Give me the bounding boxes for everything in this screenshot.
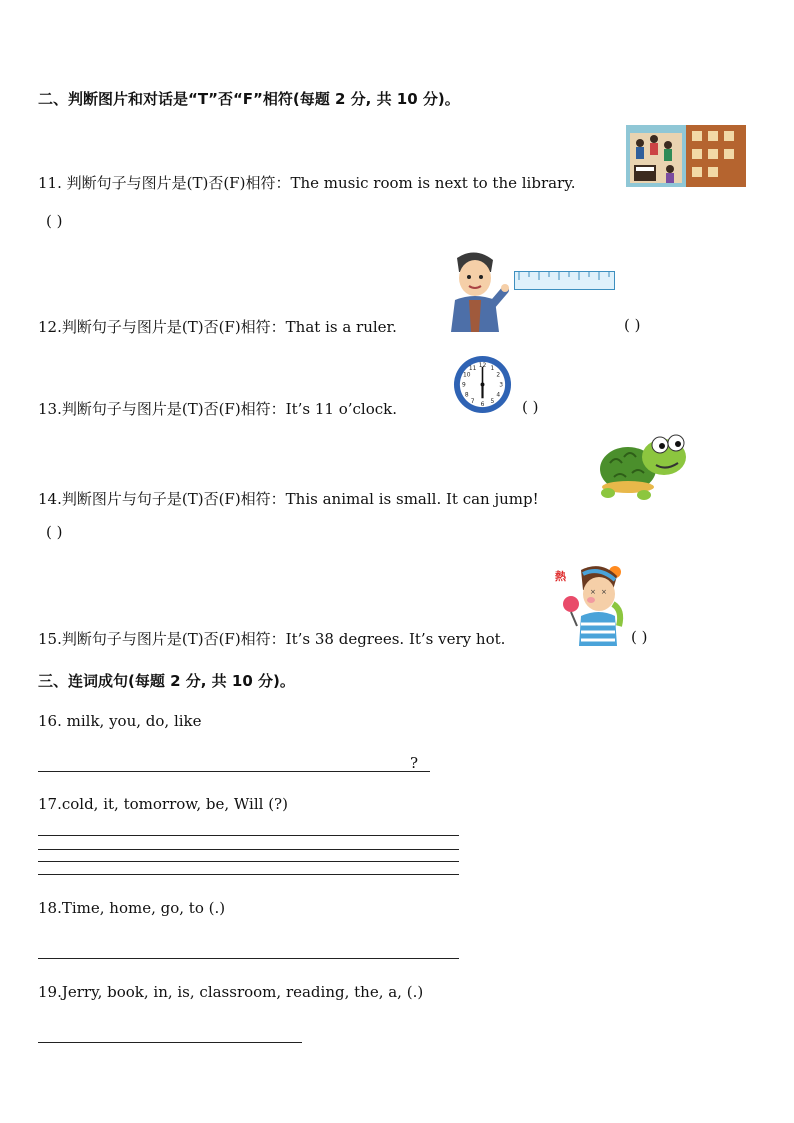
turtle-icon <box>598 433 690 503</box>
question-19-text: 19.Jerry, book, in, is, classroom, reading, the, a, (.) <box>38 983 424 1001</box>
question-18-text: 18.Time, home, go, to (.) <box>38 899 226 917</box>
question-16-text: 16. milk, you, do, like <box>38 712 202 730</box>
section-2-heading: 二、判断图片和对话是“T”否“F”相符(每题 2 分, 共 10 分)。 <box>38 90 460 108</box>
hot-sign-text: 熱 <box>555 570 566 583</box>
question-11-answer-paren[interactable]: ( ) <box>46 212 63 230</box>
question-17-text: 17.cold, it, tomorrow, be, Will (?) <box>38 795 288 813</box>
question-14-text: 14.判断图片与句子是(T)否(F)相符：This animal is small. It can jump! <box>38 490 539 508</box>
question-15-answer-paren[interactable]: ( ) <box>631 628 648 646</box>
question-19-answer-line[interactable] <box>38 1042 302 1043</box>
question-11-text: 11. 判断句子与图片是(T)否(F)相符：The music room is next to the library. <box>38 174 576 192</box>
svg-text:5: 5 <box>490 399 495 406</box>
svg-text:8: 8 <box>464 392 469 399</box>
question-17-answer-line-4[interactable] <box>38 874 459 875</box>
svg-text:2: 2 <box>496 372 501 379</box>
question-13-text: 13.判断句子与图片是(T)否(F)相符：It’s 11 o’clock. <box>38 400 398 418</box>
svg-text:4: 4 <box>496 392 501 399</box>
clock-icon <box>453 355 512 414</box>
hot-girl-icon <box>553 560 625 646</box>
svg-text:×: × <box>590 588 596 596</box>
question-17-answer-line-2[interactable] <box>38 849 459 850</box>
teacher-pointing-ruler-icon <box>447 250 507 332</box>
section-3-heading: 三、连词成句(每题 2 分, 共 10 分)。 <box>38 672 295 690</box>
question-17-answer-line-1[interactable] <box>38 835 459 836</box>
svg-text:×: × <box>601 588 607 596</box>
svg-text:3: 3 <box>499 382 504 389</box>
svg-text:6: 6 <box>480 402 485 409</box>
question-12-text: 12.判断句子与图片是(T)否(F)相符：That is a ruler. <box>38 318 397 336</box>
question-17-answer-line-3[interactable] <box>38 861 459 862</box>
svg-text:7: 7 <box>470 399 475 406</box>
ruler-icon <box>514 271 615 291</box>
question-18-answer-line[interactable] <box>38 958 459 959</box>
svg-text:10: 10 <box>463 372 471 379</box>
question-16-question-mark: ? <box>410 754 419 772</box>
question-16-answer-line[interactable] <box>38 771 430 772</box>
music-room-building-icon <box>626 125 746 187</box>
svg-text:11: 11 <box>468 365 477 372</box>
svg-text:9: 9 <box>461 382 466 389</box>
question-15-text: 15.判断句子与图片是(T)否(F)相符：It’s 38 degrees. It’s very hot. <box>38 630 506 648</box>
question-12-answer-paren[interactable]: ( ) <box>624 316 641 334</box>
svg-text:1: 1 <box>490 365 495 372</box>
question-14-answer-paren[interactable]: ( ) <box>46 523 63 541</box>
svg-text:12: 12 <box>478 362 487 369</box>
question-13-answer-paren[interactable]: ( ) <box>522 398 539 416</box>
